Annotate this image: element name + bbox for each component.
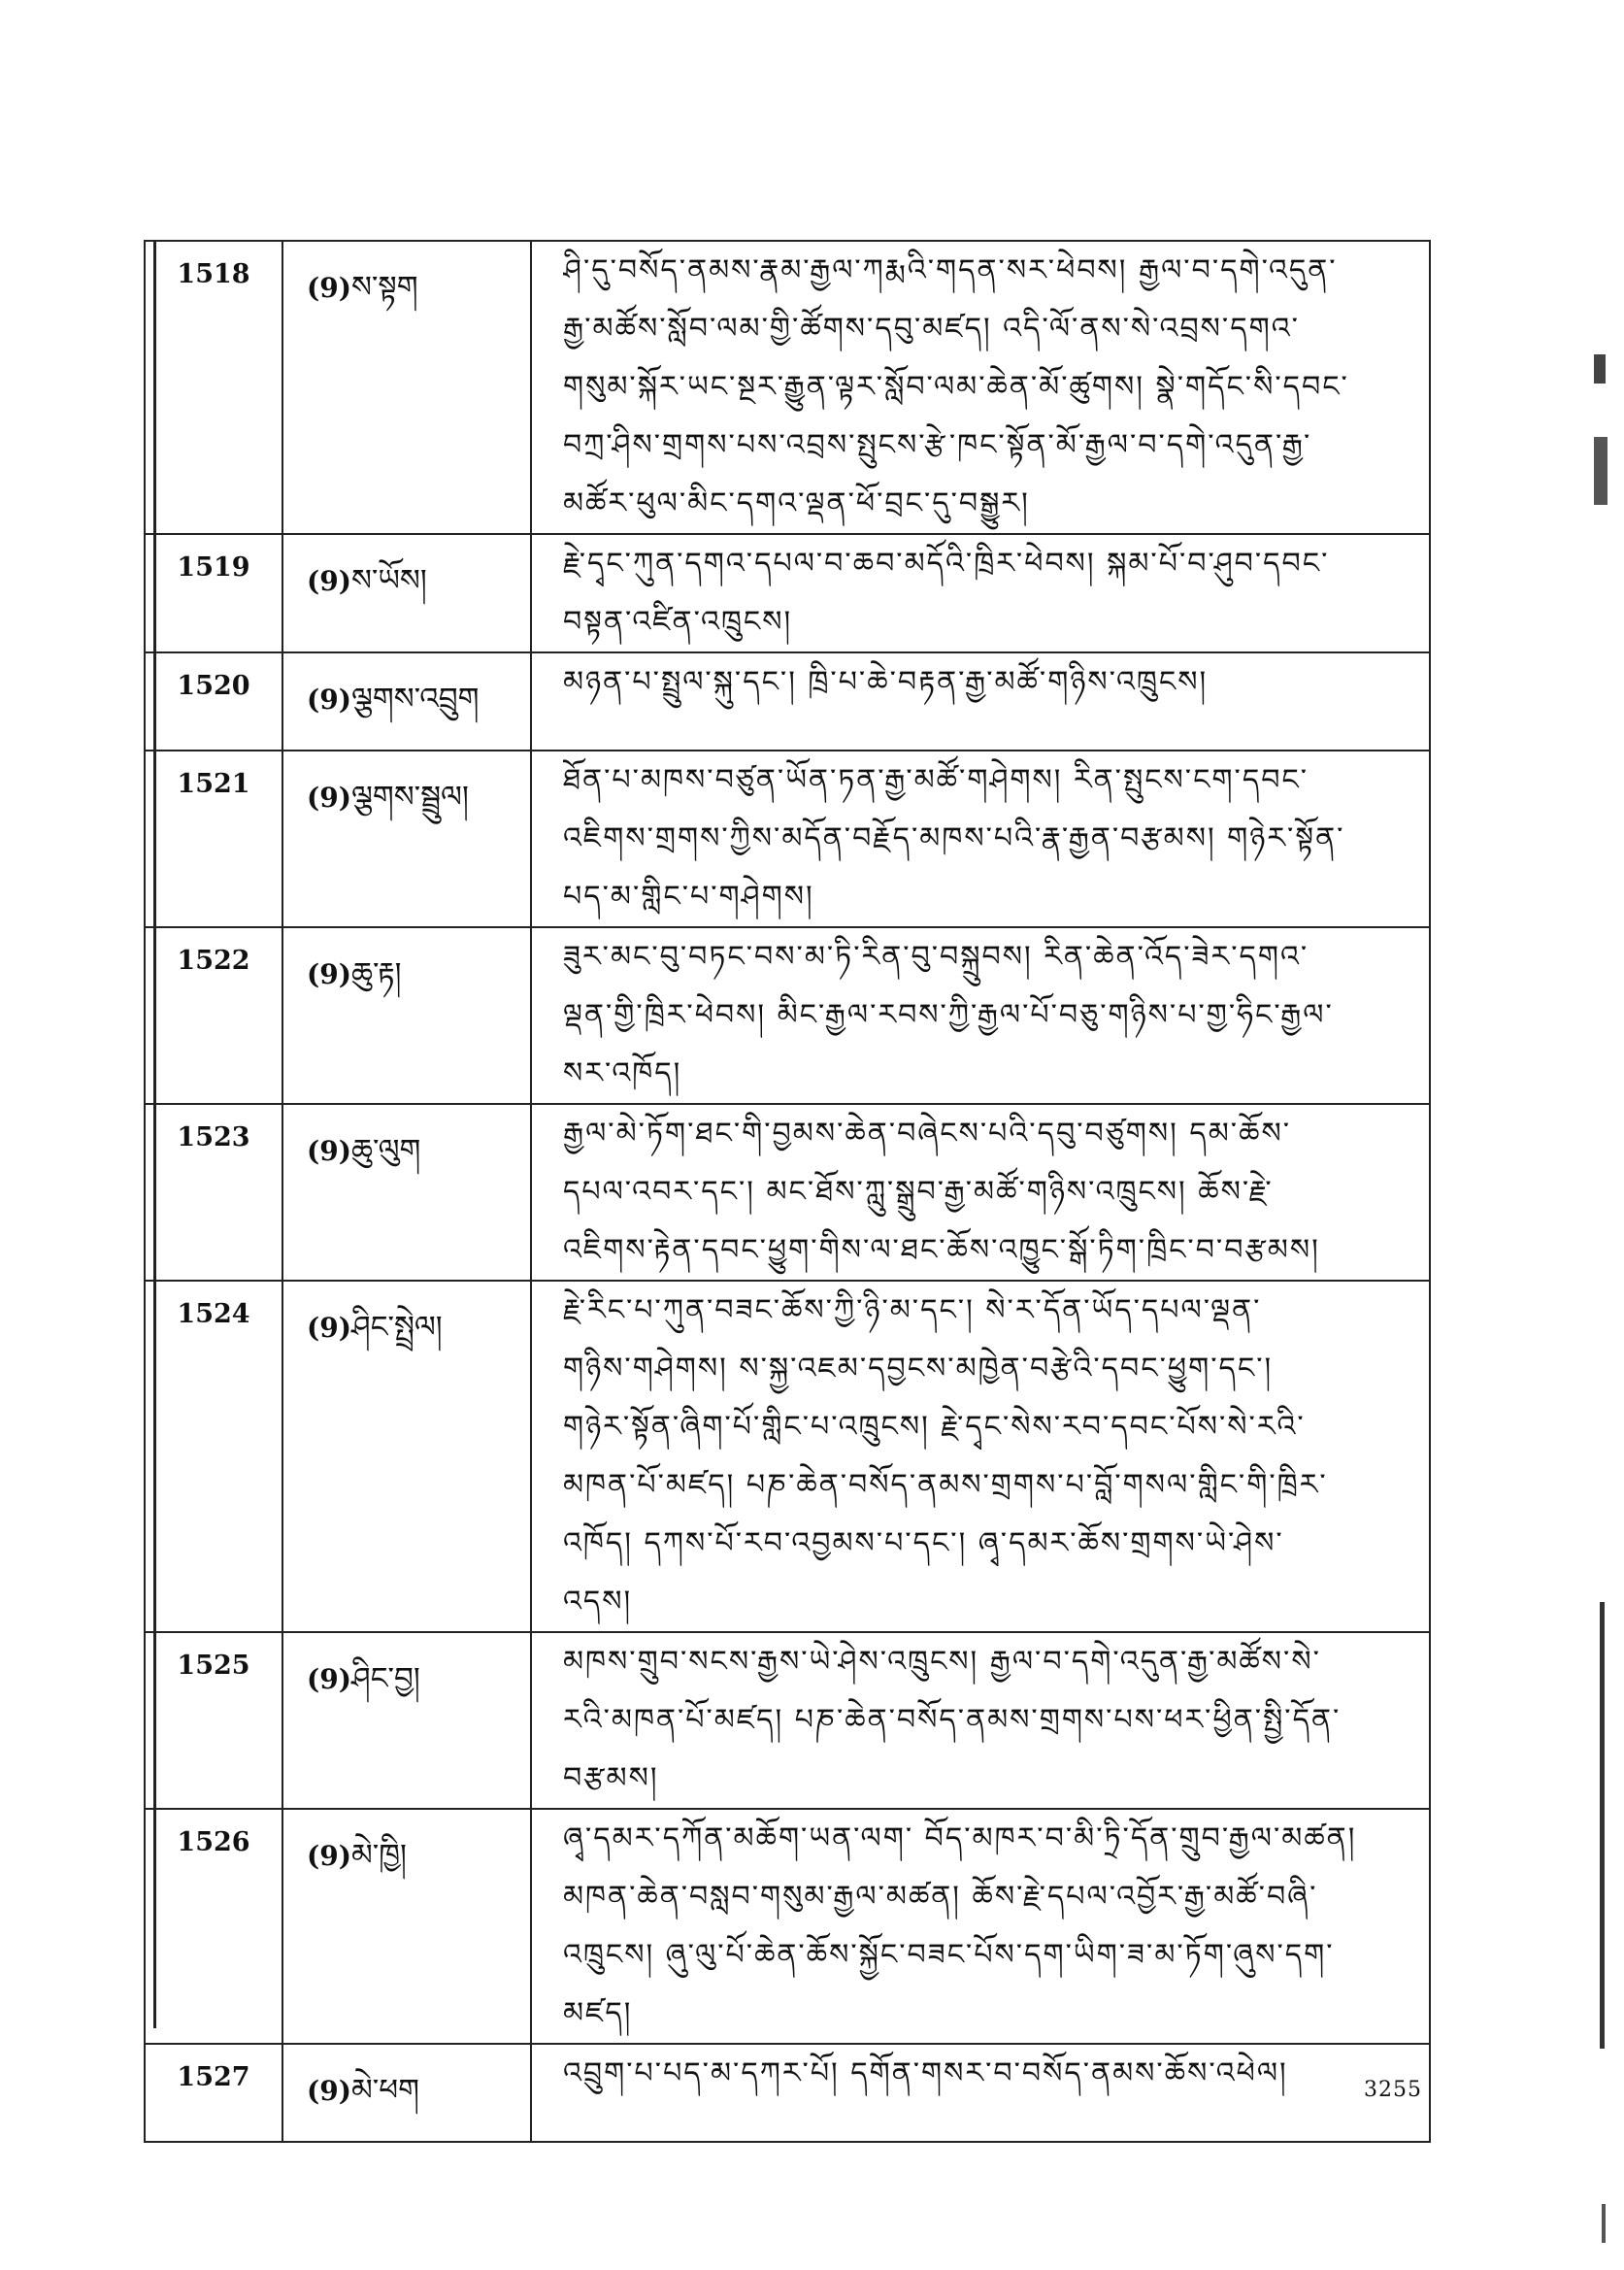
- cycle-year-name: མེ་ཁྱི།: [350, 1838, 407, 1873]
- event-line: བརྩམས།: [563, 1761, 659, 1795]
- event-line: རྒྱ་མཚོས་སློབ་ལམ་གྱི་ཚོགས་དབུ་མཛད། འདི་ལོ་ནས་སེ་འབྲས་དགའ་: [563, 312, 1300, 346]
- event-line: འདས།: [563, 1585, 633, 1619]
- event-line: བཀྲ་ཤིས་གྲགས་པས་འབྲས་སྤུངས་རྩེ་ཁང་སྟོན་མོ་རྒྱལ་བ་དགེ་འདུན་རྒྱ་: [563, 428, 1312, 462]
- event-line: བསྟན་འཛིན་འཁྲུངས།: [563, 605, 793, 639]
- cycle-number: (9): [307, 1840, 351, 1872]
- cycle-year-name: ཆུ་ལུག: [350, 1133, 421, 1168]
- cycle-year-name: ཤིང་བྱ།: [350, 1661, 420, 1696]
- table-row: [145, 751, 1430, 927]
- event-line: གསུམ་སྐོར་ཡང་སྔར་རྒྱུན་ལྟར་སློབ་ལམ་ཆེན་མོ་ཚུགས། སྣེ་གདོང་སི་དབང་: [563, 370, 1349, 404]
- event-cell: [531, 2044, 1430, 2142]
- event-line: གཉིས་གཤེགས། ས་སྐྱ་འཇམ་དབྱངས་མཁྱེན་བརྩེའི་དབང་ཕྱུག་དང་།: [563, 1352, 1274, 1385]
- event-cell: [531, 1809, 1430, 2044]
- cycle-cell: [282, 1632, 531, 1809]
- cycle-cell: [282, 2044, 531, 2142]
- table-row: [145, 652, 1430, 751]
- cycle-year-name: ལྕགས་འབྲུག: [350, 682, 480, 717]
- event-line: འཇིགས་གྲགས་ཀྱིས་མདོན་བརྗོད་མཁས་པའི་རྣ་རྒྱན་བརྩམས། གཉེར་སྟོན་: [563, 821, 1345, 855]
- event-line: རྗེ་རིང་པ་ཀུན་བཟང་ཆོས་ཀྱི་ཉི་མ་དང་། སེ་ར་དོན་ཡོད་དཔལ་ལྡན་: [563, 1293, 1262, 1327]
- year-cell: 1518: [145, 241, 282, 534]
- event-line: འཁྲུངས། ཞུ་ལུ་པོ་ཆེན་ཆོས་སྐྱོང་བཟང་པོས་དག་ཡིག་ཟ་མ་ཏོག་ཞུས་དག་: [563, 1938, 1335, 1972]
- year-cell: 1526: [145, 1809, 282, 2044]
- cycle-number: (9): [307, 565, 351, 597]
- cycle-number: (9): [307, 2075, 351, 2107]
- event-cell: [531, 534, 1430, 652]
- table-row: [145, 1809, 1430, 2044]
- event-cell: [531, 927, 1430, 1104]
- cycle-number: (9): [307, 1663, 351, 1695]
- event-line: འབྲུག་པ་པད་མ་དཀར་པོ། དགོན་གསར་བ་བསོད་ནམས་ཆོས་འཕེལ།: [563, 2056, 1288, 2090]
- event-line: རྒྱལ་མེ་ཏོག་ཐང་གི་བྱམས་ཆེན་བཞེངས་པའི་དབུ་བཙུགས། དམ་ཆོས་: [563, 1117, 1292, 1151]
- cycle-year-name: མེ་ཕག: [350, 2073, 419, 2108]
- event-line: དཔལ་འབར་དང་། མང་ཐོས་ཀླུ་སྒྲུབ་རྒྱ་མཚོ་གཉིས་འཁྲུངས། ཆོས་རྗེ་: [563, 1175, 1274, 1209]
- cycle-number: (9): [307, 1135, 351, 1167]
- cycle-number: (9): [307, 958, 351, 990]
- event-cell: [531, 241, 1430, 534]
- margin-mark: [1594, 354, 1606, 384]
- event-line: འཇིགས་རྟེན་དབང་ཕྱུག་གིས་ལ་ཐང་ཆོས་འཁྱུང་སྒོ་ཏིག་ཁྲིང་བ་བརྩམས།: [563, 1233, 1320, 1267]
- event-line: སར་འཁོད།: [563, 1056, 682, 1090]
- event-cell: [531, 652, 1430, 751]
- table-row: [145, 927, 1430, 1104]
- table-row: [145, 2044, 1430, 2142]
- event-line: མཁས་གྲུབ་སངས་རྒྱས་ཡེ་ཤེས་འཁྲུངས། རྒྱལ་བ་དགེ་འདུན་རྒྱ་མཚོས་སེ་: [563, 1645, 1321, 1679]
- year-cell: 1524: [145, 1281, 282, 1632]
- cycle-cell: [282, 1281, 531, 1632]
- event-line: རའི་མཁན་པོ་མཛད། པཎ་ཆེན་བསོད་ནམས་གྲགས་པས་ཕར་ཕྱིན་སྤྱི་དོན་: [563, 1703, 1342, 1737]
- cycle-number: (9): [307, 1312, 351, 1344]
- event-line: ཟུར་མང་བུ་བཏང་བས་མ་ཏི་རིན་བུ་བསྐྲུབས། རིན་ཆེན་འོད་ཟེར་དགའ་: [563, 940, 1309, 974]
- cycle-cell: [282, 1104, 531, 1281]
- table-row: [145, 534, 1430, 652]
- year-cell: 1522: [145, 927, 282, 1104]
- table-body: [145, 241, 1430, 2142]
- cycle-cell: [282, 927, 531, 1104]
- event-line: མཛད།: [563, 1996, 633, 2030]
- year-cell: 1521: [145, 751, 282, 927]
- table-row: [145, 1281, 1430, 1632]
- event-line: རྗེ་དྭང་ཀུན་དགའ་དཔལ་བ་ཆབ་མདོའི་ཁྲིར་ཕེབས། སྐམ་པོ་བ་ཤུབ་དབང་: [563, 547, 1330, 581]
- event-line: པད་མ་གླིང་པ་གཤེགས།: [563, 880, 814, 914]
- table-row: [145, 1632, 1430, 1809]
- margin-mark: [1594, 437, 1607, 505]
- year-cell: 1525: [145, 1632, 282, 1809]
- cycle-year-name: ཆུ་རྟ།: [350, 956, 402, 991]
- year-cell: 1523: [145, 1104, 282, 1281]
- chronology-table: [144, 240, 1431, 2143]
- event-line: གཉེར་སྟོན་ཞིག་པོ་གླིང་པ་འཁྲུངས། རྗེ་དྭང་སེས་རབ་དབང་པོས་སེ་རའི་: [563, 1410, 1306, 1444]
- cycle-year-name: ས་ཡོས།: [350, 563, 427, 598]
- cycle-year-name: ཤིང་སྤྲེལ།: [350, 1310, 443, 1345]
- event-line: མཚོར་ཕུལ་མིང་དགའ་ལྡན་ཕོ་བྲང་དུ་བསྒྱུར།: [563, 486, 1030, 520]
- margin-mark: [1600, 1602, 1605, 2049]
- cycle-number: (9): [307, 684, 351, 716]
- cycle-number: (9): [307, 782, 351, 814]
- cycle-cell: [282, 1809, 531, 2044]
- table-row: [145, 1104, 1430, 1281]
- event-cell: [531, 1104, 1430, 1281]
- event-cell: [531, 1632, 1430, 1809]
- cycle-cell: [282, 534, 531, 652]
- year-cell: 1519: [145, 534, 282, 652]
- cycle-cell: [282, 751, 531, 927]
- margin-mark: [1602, 2204, 1606, 2243]
- year-cell: 1520: [145, 652, 282, 751]
- event-cell: [531, 1281, 1430, 1632]
- page-number: 3255: [1364, 2078, 1422, 2102]
- event-line: མཁན་ཆེན་བསླབ་གསུམ་རྒྱལ་མཚན། ཆོས་རྗེ་དཔལ་འབྱོར་རྒྱ་མཚོ་བཞི་: [563, 1880, 1318, 1914]
- year-cell: 1527: [145, 2044, 282, 2142]
- cycle-year-name: ས་སྟག: [350, 270, 418, 305]
- event-line: མཉན་པ་སྤྲུལ་སྐུ་དང་། ཁྲི་པ་ཆེ་བརྟན་རྒྱ་མཚོ་གཉིས་འཁྲུངས།: [563, 665, 1209, 699]
- table-row: [145, 241, 1430, 534]
- event-line: ཤི་དུ་བསོད་ནམས་རྣམ་རྒྱལ་ཀརྨའི་གདན་སར་ཕེབས། རྒྱལ་བ་དགེ་འདུན་: [563, 253, 1338, 287]
- cycle-year-name: ལྕགས་སྦྲུལ།: [350, 780, 469, 815]
- event-line: མཁན་པོ་མཛད། པཎ་ཆེན་བསོད་ནམས་གྲགས་པ་བློ་གསལ་གླིང་གི་ཁྲིར་: [563, 1468, 1328, 1502]
- cycle-cell: [282, 241, 531, 534]
- event-line: ཐོན་པ་མཁས་བཙུན་ཡོན་ཏན་རྒྱ་མཚོ་གཤེགས། རིན་སྤུངས་ངག་དབང་: [563, 763, 1309, 797]
- cycle-cell: [282, 652, 531, 751]
- event-cell: [531, 751, 1430, 927]
- event-line: ཞྭ་དམར་དཀོན་མཆོག་ཡན་ལག་ བོད་མཁར་བ་མི་ཏྲི་དོན་གྲུབ་རྒྱལ་མཚན།: [563, 1821, 1357, 1855]
- cycle-number: (9): [307, 272, 351, 304]
- event-line: འཁོད། དཀས་པོ་རབ་འབྱམས་པ་དང་། ཞྭ་དམར་ཆོས་གྲགས་ཡེ་ཤེས་: [563, 1526, 1284, 1560]
- event-line: ལྡན་གྱི་ཁྲིར་ཕེབས། མིང་རྒྱལ་རབས་ཀྱི་རྒྱལ་པོ་བཅུ་གཉིས་པ་གྱ་ཧིང་རྒྱལ་: [563, 998, 1334, 1032]
